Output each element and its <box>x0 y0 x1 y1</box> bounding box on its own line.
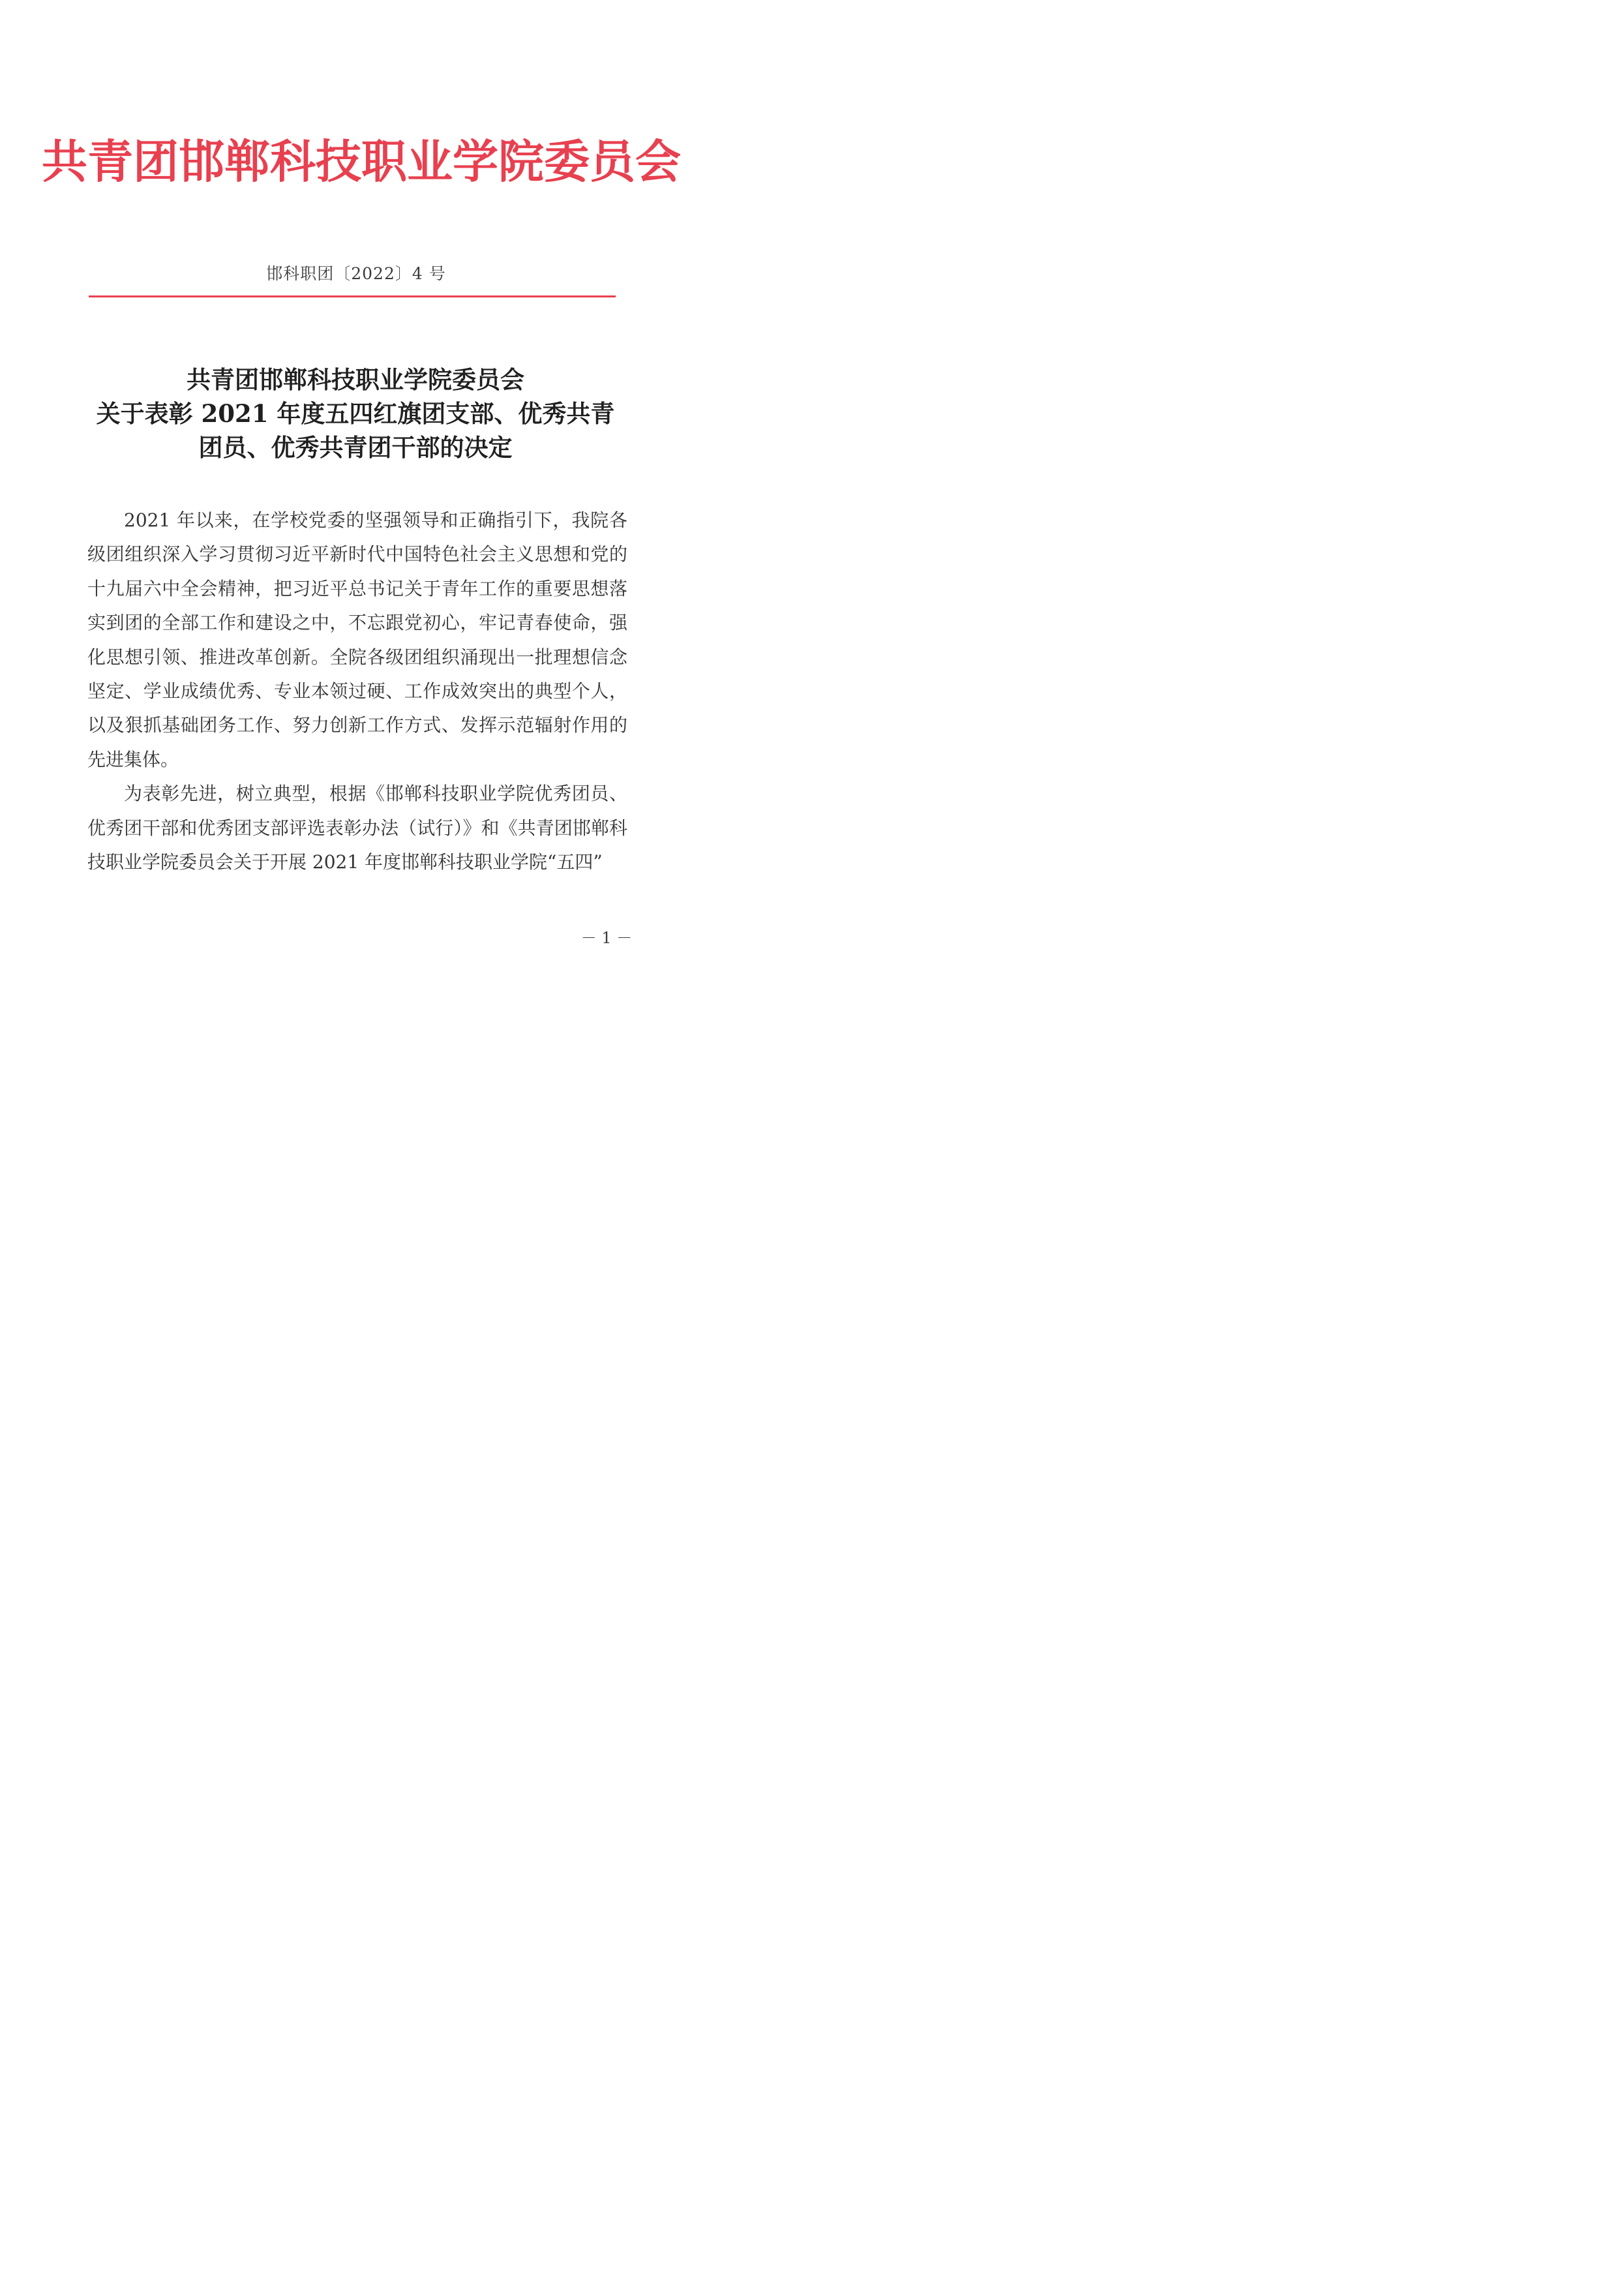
issuing-organization-header: 共青团邯郸科技职业学院委员会 <box>42 134 681 189</box>
title-line-2: 关于表彰 2021 年度五四红旗团支部、优秀共青 <box>96 399 615 428</box>
document-title <box>78 363 633 464</box>
title-line-3: 团员、优秀共青团干部的决定 <box>198 433 513 462</box>
body-paragraph-2: 为表彰先进，树立典型，根据《邯郸科技职业学院优秀团员、优秀团干部和优秀团支部评选表彰办法（试行）》和《共青团邯郸科技职业学院委员会关于开展 2021 年度邯郸科技职业学院“五四” <box>87 783 627 873</box>
title-line-1: 共青团邯郸科技职业学院委员会 <box>187 365 524 394</box>
red-divider-line <box>89 295 616 297</box>
document-number: 邯科职团〔2022〕4 号 <box>266 264 446 283</box>
document-body <box>87 504 627 879</box>
body-paragraph-1: 2021 年以来，在学校党委的坚强领导和正确指引下，我院各级团组织深入学习贯彻习近平新时代中国特色社会主义思想和党的十九届六中全会精神，把习近平总书记关于青年工作的重要思想落实到团的全部工作和建设之中，不忘跟党初心，牢记青春使命，强化思想引领、推进改革创新。全院各级团组织涌现出一批理想信念坚定、学业成绩优秀、专业本领过硬、工作成效突出的典型个人，以及狠抓基础团务工作、努力创新工作方式、发挥示范辐射作用的先进集体。 <box>87 509 627 770</box>
page-number: － 1 － <box>580 929 633 947</box>
